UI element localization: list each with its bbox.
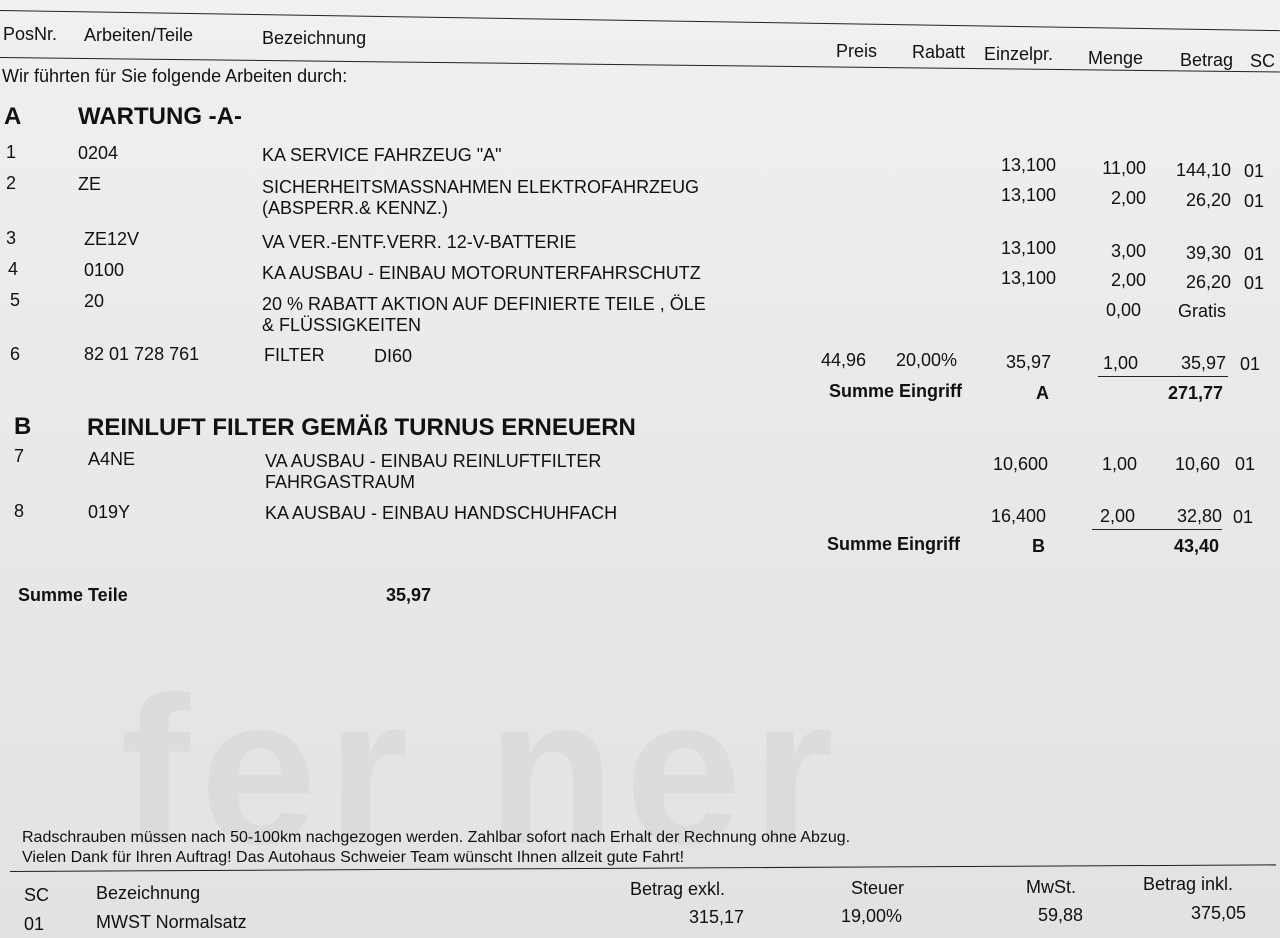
row-einzelpr: 13,100 xyxy=(1000,268,1056,288)
row-einzelpr: 35,97 xyxy=(1005,352,1051,372)
sum-b-letter: B xyxy=(1032,536,1045,556)
col-preis: Preis xyxy=(836,41,878,61)
intro-text: Wir führten für Sie folgende Arbeiten durch: xyxy=(2,66,348,86)
tax-col-betrag-exkl: Betrag exkl. xyxy=(630,879,726,899)
row-menge: 2,00 xyxy=(1110,270,1146,290)
col-menge: Menge xyxy=(1088,48,1144,68)
row-betrag: 10,60 xyxy=(1174,454,1220,474)
row-desc: SICHERHEITSMASSNAHMEN ELEKTROFAHRZEUG xyxy=(262,177,700,197)
row-einzelpr: 16,400 xyxy=(990,506,1046,526)
row-desc: KA AUSBAU - EINBAU HANDSCHUHFACH xyxy=(265,503,618,523)
row-menge: 3,00 xyxy=(1110,241,1146,261)
tax-col-steuer: Steuer xyxy=(851,878,905,898)
row-betrag: 32,80 xyxy=(1176,506,1222,526)
footer-note-1: Radschrauben müssen nach 50-100km nachgezogen werden. Zahlbar sofort nach Erhalt der Rechnung ohne Abzug. xyxy=(22,829,851,846)
row-pos: 5 xyxy=(10,290,21,310)
row-betrag: Gratis xyxy=(1178,301,1227,321)
row-menge: 2,00 xyxy=(1099,506,1135,526)
tax-row-mwst: 59,88 xyxy=(1037,905,1083,925)
tax-col-sc: SC xyxy=(24,885,50,905)
col-posnr: PosNr. xyxy=(3,24,58,44)
row-code: 82 01 728 761 xyxy=(84,344,200,364)
row-menge: 1,00 xyxy=(1102,353,1138,373)
row-einzelpr: 13,100 xyxy=(1000,155,1056,175)
sum-b-value: 43,40 xyxy=(1173,536,1219,556)
section-b-title: REINLUFT FILTER GEMÄß TURNUS ERNEUERN xyxy=(87,414,636,441)
row-desc: VA AUSBAU - EINBAU REINLUFTFILTER xyxy=(265,451,602,471)
row-desc-line2: & FLÜSSIGKEITEN xyxy=(262,315,422,335)
sum-b-rule xyxy=(1092,529,1222,530)
row-menge: 11,00 xyxy=(1102,158,1146,178)
row-menge: 0,00 xyxy=(1105,300,1141,320)
summe-teile-value: 35,97 xyxy=(386,585,432,605)
row-rabatt: 20,00% xyxy=(896,350,958,370)
tax-col-mwst: MwSt. xyxy=(1026,877,1077,897)
row-pos: 8 xyxy=(14,501,25,521)
row-einzelpr: 10,600 xyxy=(992,454,1048,474)
sum-b-label: Summe Eingriff xyxy=(827,534,961,554)
row-menge: 2,00 xyxy=(1110,188,1146,208)
tax-col-betrag-inkl: Betrag inkl. xyxy=(1143,874,1234,894)
row-pos: 7 xyxy=(14,446,25,466)
row-einzelpr: 13,100 xyxy=(1000,238,1056,258)
row-einzelpr: 13,100 xyxy=(1000,185,1056,205)
row-sc: 01 xyxy=(1244,191,1265,211)
tax-col-bezeichnung: Bezeichnung xyxy=(96,883,201,903)
row-sc: 01 xyxy=(1244,161,1265,181)
col-arbeiten: Arbeiten/Teile xyxy=(84,25,194,45)
row-betrag: 26,20 xyxy=(1185,272,1231,292)
row-code: A4NE xyxy=(88,449,136,469)
row-pos: 4 xyxy=(8,259,19,279)
row-code: 019Y xyxy=(88,502,131,522)
sum-a-value: 271,77 xyxy=(1167,383,1223,403)
section-a-title: WARTUNG -A- xyxy=(78,103,242,130)
col-sc: SC xyxy=(1250,51,1276,71)
row-menge: 1,00 xyxy=(1101,454,1137,474)
footer-note-2: Vielen Dank für Ihren Auftrag! Das Autohaus Schweier Team wünscht Ihnen allzeit gute Fahrt! xyxy=(22,849,685,866)
row-betrag: 35,97 xyxy=(1180,353,1226,373)
row-desc-line2: FAHRGASTRAUM xyxy=(265,472,416,492)
row-code: 20 xyxy=(84,291,105,311)
tax-row-betrag-exkl: 315,17 xyxy=(688,907,744,927)
row-desc-line2: (ABSPERR.& KENNZ.) xyxy=(262,198,449,218)
tax-row-sc: 01 xyxy=(24,914,45,934)
row-sc: 01 xyxy=(1240,354,1261,374)
row-pos: 3 xyxy=(6,228,17,248)
row-sc: 01 xyxy=(1235,454,1256,474)
row-betrag: 39,30 xyxy=(1185,243,1231,263)
col-rabatt: Rabatt xyxy=(912,42,966,62)
row-sc: 01 xyxy=(1233,507,1254,527)
col-betrag: Betrag xyxy=(1180,50,1234,70)
section-b-letter: B xyxy=(14,413,32,440)
col-einzelpr: Einzelpr. xyxy=(984,44,1054,64)
row-code: ZE xyxy=(78,174,102,194)
summe-teile-label: Summe Teile xyxy=(18,585,128,605)
row-desc: KA AUSBAU - EINBAU MOTORUNTERFAHRSCHUTZ xyxy=(262,263,701,283)
row-desc: FILTER xyxy=(264,345,325,365)
tax-row-betrag-inkl: 375,05 xyxy=(1190,903,1246,923)
row-pos: 1 xyxy=(6,142,17,162)
sum-a-label: Summe Eingriff xyxy=(829,381,963,401)
row-desc: 20 % RABATT AKTION AUF DEFINIERTE TEILE , ÖLE xyxy=(262,294,706,314)
row-desc: KA SERVICE FAHRZEUG "A" xyxy=(262,145,502,165)
row-pos: 2 xyxy=(6,173,17,193)
row-code: ZE12V xyxy=(84,229,140,249)
row-code: 0100 xyxy=(84,260,125,280)
row-sc: 01 xyxy=(1244,244,1265,264)
tax-row-steuer: 19,00% xyxy=(841,906,903,926)
tax-row-bezeichnung: MWST Normalsatz xyxy=(96,912,247,932)
sum-a-letter: A xyxy=(1036,383,1049,403)
row-sc: 01 xyxy=(1244,273,1265,293)
section-a-letter: A xyxy=(4,103,22,130)
row-code: 0204 xyxy=(78,143,119,163)
row-preis: 44,96 xyxy=(821,350,867,370)
row-betrag: 26,20 xyxy=(1185,190,1231,210)
row-pos: 6 xyxy=(10,344,21,364)
row-desc: VA VER.-ENTF.VERR. 12-V-BATTERIE xyxy=(262,232,577,252)
sum-a-rule xyxy=(1098,376,1228,377)
row-betrag: 144,10 xyxy=(1175,160,1231,180)
row-desc-extra: DI60 xyxy=(374,346,413,366)
col-bezeichnung: Bezeichnung xyxy=(262,28,367,48)
